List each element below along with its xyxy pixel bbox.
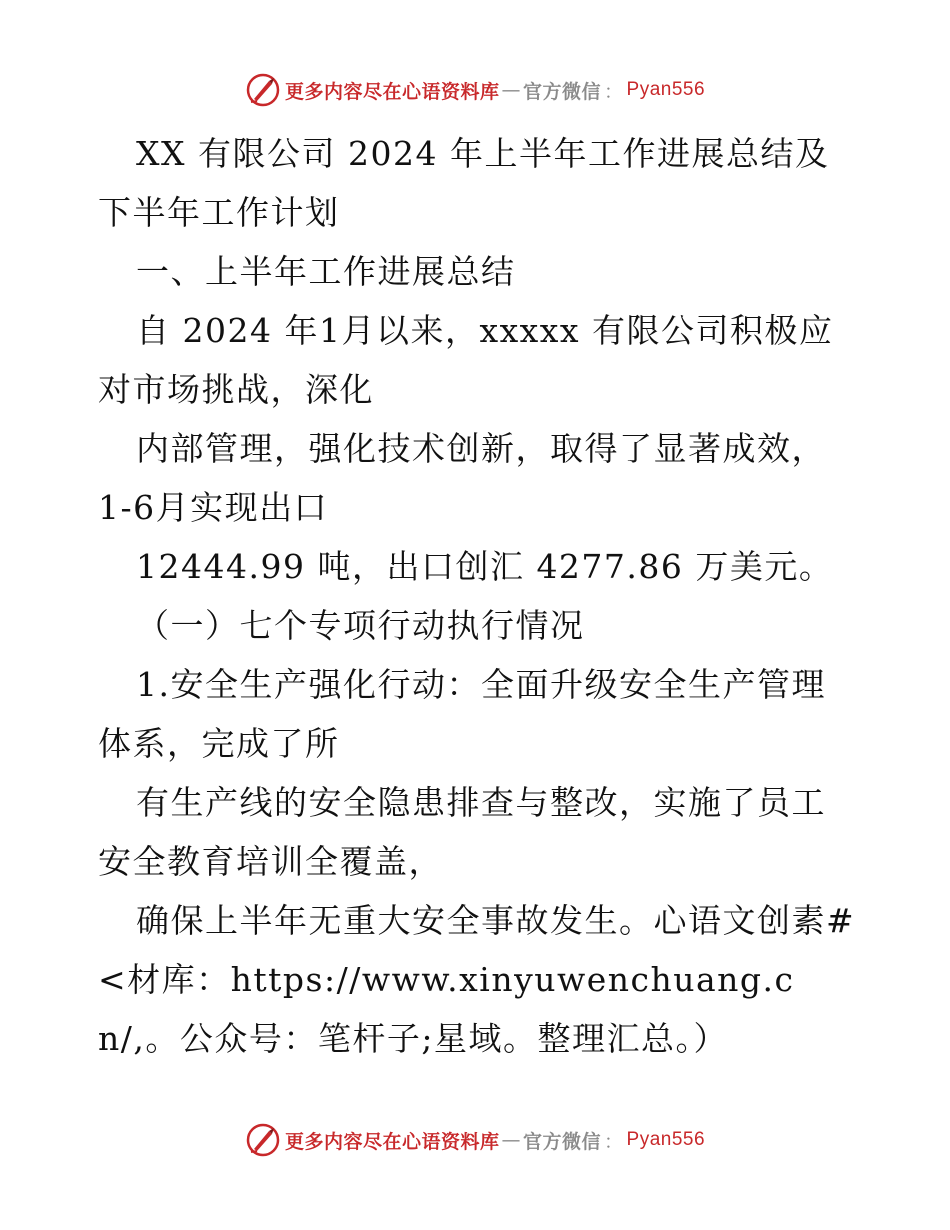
header-watermark-banner xyxy=(0,70,950,110)
paragraph: 有生产线的安全隐患排查与整改，实施了员工安全教育培训全覆盖， xyxy=(98,783,826,881)
paragraph: 12444.99 吨，出口创汇 4277.86 万美元。 xyxy=(136,547,834,586)
quill-logo-icon xyxy=(245,1122,281,1158)
quill-logo-icon xyxy=(245,72,281,108)
wechat-handle: Pyan556 xyxy=(626,79,706,100)
subsection-heading: （一）七个专项行动执行情况 xyxy=(136,606,585,645)
banner-colon: ： xyxy=(604,1130,624,1153)
footer-watermark-banner xyxy=(0,1120,950,1160)
wechat-label: 官方微信 xyxy=(522,80,601,103)
document-body xyxy=(98,124,858,1068)
paragraph: 1.安全生产强化行动：全面升级安全生产管理体系，完成了所 xyxy=(98,665,826,763)
document-title: XX 有限公司 2024 年上半年工作进展总结及下半年工作计划 xyxy=(98,134,830,232)
section-heading: 一、上半年工作进展总结 xyxy=(136,252,516,291)
wechat-label: 官方微信 xyxy=(522,1130,601,1153)
promo-text: 更多内容尽在心语资料库 xyxy=(284,1130,500,1153)
banner-colon: ： xyxy=(604,80,624,103)
paragraph: 自 2024 年1月以来，xxxxx 有限公司积极应对市场挑战，深化 xyxy=(98,311,834,409)
paragraph: 确保上半年无重大安全事故发生。心语文创素#<材库：https://www.xinyuwenchuang.cn/,。公众号：笔杆子;星域。整理汇总。） xyxy=(98,901,856,1058)
banner-dash: — xyxy=(501,79,521,101)
promo-text: 更多内容尽在心语资料库 xyxy=(284,80,500,103)
banner-dash: — xyxy=(501,1129,521,1151)
wechat-handle: Pyan556 xyxy=(626,1129,706,1150)
paragraph: 内部管理，强化技术创新，取得了显著成效， 1-6月实现出口 xyxy=(98,429,826,527)
